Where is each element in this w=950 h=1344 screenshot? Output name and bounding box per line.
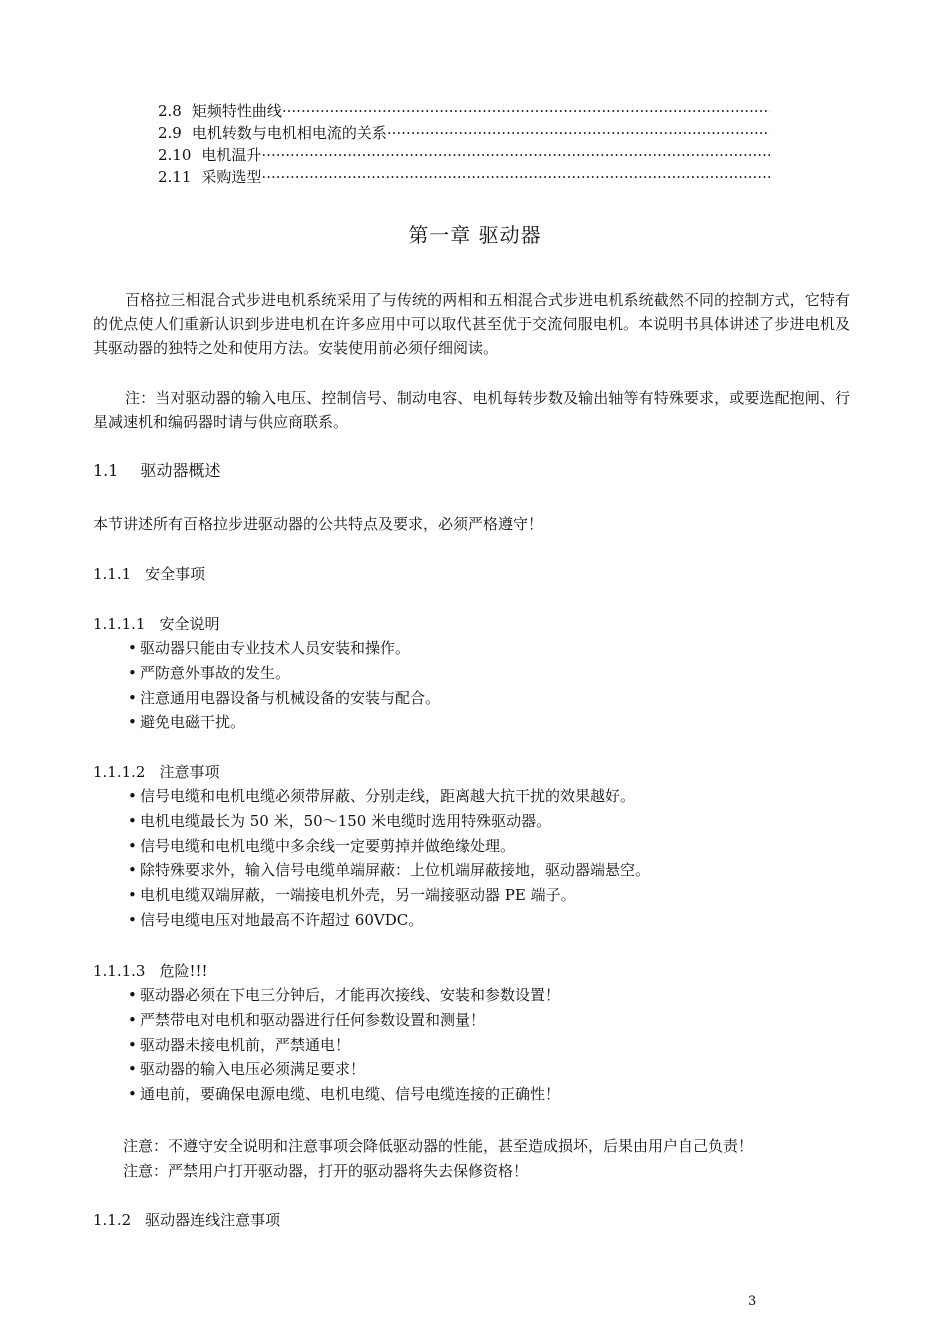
- list-item: [128, 983, 560, 1008]
- bullet-icon: •: [128, 688, 137, 707]
- toc-entry-label: 采购选型: [201, 168, 262, 186]
- toc-leader-dots: [261, 144, 770, 166]
- bullet-icon: •: [128, 1085, 137, 1104]
- section-number: 1.1.1.3: [93, 962, 146, 980]
- bullet-icon: •: [128, 836, 137, 855]
- section-title: 注意事项: [159, 763, 220, 781]
- section-title: 危险!!!: [159, 962, 208, 980]
- section-number: 1.1.1: [93, 565, 132, 583]
- bullet-icon: •: [128, 787, 137, 805]
- section-number: 1.1: [93, 461, 119, 480]
- toc-entry[interactable]: [158, 122, 770, 144]
- list-item: [128, 883, 650, 908]
- section-title: 驱动器连线注意事项: [145, 1211, 281, 1229]
- bullet-icon: •: [128, 811, 137, 830]
- table-of-contents: [158, 100, 770, 188]
- toc-entry-label: 电机转数与电机相电流的关系: [191, 124, 387, 142]
- list-item: [128, 784, 650, 809]
- toc-entry-label: 电机温升: [201, 146, 262, 164]
- list-item: [128, 834, 650, 859]
- toc-entry-number: 2.11: [158, 168, 192, 186]
- list-item-text: 严禁带电对电机和驱动器进行任何参数设置和测量！: [140, 1010, 486, 1029]
- section-heading-1-1-1-2: [93, 761, 220, 783]
- bullet-icon: •: [128, 910, 137, 929]
- bullet-icon: •: [128, 663, 137, 682]
- section-heading-1-1-2: [93, 1209, 280, 1231]
- list-item-text: 电机电缆最长为 50 米，50～150 米电缆时选用特殊驱动器。: [140, 811, 552, 830]
- section-number: 1.1.2: [93, 1211, 132, 1229]
- toc-leader-dots: [282, 100, 770, 122]
- list-item-text: 通电前，要确保电源电缆、电机电缆、信号电缆连接的正确性！: [140, 1085, 561, 1104]
- list-item-text: 驱动器未接电机前，严禁通电！: [140, 1035, 351, 1054]
- section-heading-1-1-1-3: [93, 960, 208, 982]
- intro-paragraph: 百格拉三相混合式步进电机系统采用了与传统的两相和五相混合式步进电机系统截然不同的控制方式，它特有的优点使人们重新认识到步进电机在许多应用中可以取代甚至优于交流伺服电机。本说明书具体讲述了步进电机及其驱动器的独特之处和使用方法。安装使用前必须仔细阅读。: [93, 291, 850, 357]
- toc-entry-label: 矩频特性曲线: [191, 102, 282, 120]
- list-item-text: 驱动器的输入电压必须满足要求！: [140, 1060, 366, 1079]
- bullet-icon: •: [128, 1010, 137, 1029]
- section-title: 安全说明: [159, 615, 220, 633]
- list-item: [128, 686, 440, 711]
- toc-entry[interactable]: [158, 144, 770, 166]
- list-item-text: 信号电缆和电机电缆中多余线一定要剪掉并做绝缘处理。: [140, 836, 516, 855]
- list-item: [128, 1008, 560, 1033]
- warning-text: 注意：严禁用户打开驱动器，打开的驱动器将失去保修资格！: [123, 1162, 529, 1180]
- toc-leader-dots: [261, 166, 770, 188]
- danger-items-list: [128, 983, 560, 1107]
- toc-entry[interactable]: [158, 166, 770, 188]
- toc-entry-number: 2.10: [158, 146, 192, 164]
- bullet-icon: •: [128, 1035, 137, 1054]
- list-item-text: 信号电缆和电机电缆必须带屏蔽、分别走线，距离越大抗干扰的效果越好。: [140, 787, 636, 805]
- list-item: [128, 1057, 560, 1082]
- list-item-text: 严防意外事故的发生。: [140, 663, 291, 682]
- section-heading-1-1: [93, 460, 220, 482]
- list-item-text: 电机电缆双端屏蔽，一端接电机外壳，另一端接驱动器 PE 端子。: [140, 886, 576, 905]
- section-title: 安全事项: [145, 565, 206, 583]
- bullet-icon: •: [128, 713, 137, 732]
- list-item-text: 信号电缆电压对地最高不许超过 60VDC。: [140, 910, 424, 929]
- bullet-icon: •: [128, 861, 137, 880]
- list-item-text: 除特殊要求外，输入信号电缆单端屏蔽：上位机端屏蔽接地，驱动器端悬空。: [140, 861, 651, 880]
- list-item-text: 驱动器只能由专业技术人员安装和操作。: [140, 639, 411, 657]
- toc-entry[interactable]: [158, 100, 770, 122]
- bullet-icon: •: [128, 986, 137, 1004]
- section-heading-1-1-1-1: [93, 613, 220, 635]
- list-item-text: 避免电磁干扰。: [140, 713, 246, 732]
- section-intro-text: 本节讲述所有百格拉步进驱动器的公共特点及要求，必须严格遵守！: [93, 515, 544, 533]
- list-item: [128, 908, 650, 933]
- safety-notes-list: [128, 636, 440, 735]
- toc-entry-number: 2.9: [158, 124, 182, 142]
- warning-text: 注意：不遵守安全说明和注意事项会降低驱动器的性能，甚至造成损坏，后果由用户自己负责！: [123, 1137, 754, 1155]
- list-item-text: 驱动器必须在下电三分钟后，才能再次接线、安装和参数设置！: [140, 986, 561, 1004]
- toc-leader-dots: [387, 122, 770, 144]
- page-number: 3: [748, 1294, 757, 1309]
- list-item: [128, 1033, 560, 1058]
- section-title: 驱动器概述: [140, 461, 221, 480]
- section-number: 1.1.1.1: [93, 615, 146, 633]
- note-paragraph: 注：当对驱动器的输入电压、控制信号、制动电容、电机每转步数及输出轴等有特殊要求，或要选配抱闸、行星减速机和编码器时请与供应商联系。: [93, 389, 850, 431]
- bullet-icon: •: [128, 639, 137, 657]
- list-item: [128, 661, 440, 686]
- chapter-title: 第一章 驱动器: [408, 223, 542, 247]
- section-heading-1-1-1: [93, 563, 205, 585]
- section-number: 1.1.1.2: [93, 763, 146, 781]
- list-item: [128, 710, 440, 735]
- list-item: [128, 1082, 560, 1107]
- toc-entry-number: 2.8: [158, 102, 182, 120]
- list-item: [128, 636, 440, 661]
- list-item: [128, 809, 650, 834]
- bullet-icon: •: [128, 1060, 137, 1079]
- bullet-icon: •: [128, 886, 137, 905]
- list-item: [128, 858, 650, 883]
- list-item-text: 注意通用电器设备与机械设备的安装与配合。: [140, 688, 441, 707]
- attention-items-list: [128, 784, 650, 933]
